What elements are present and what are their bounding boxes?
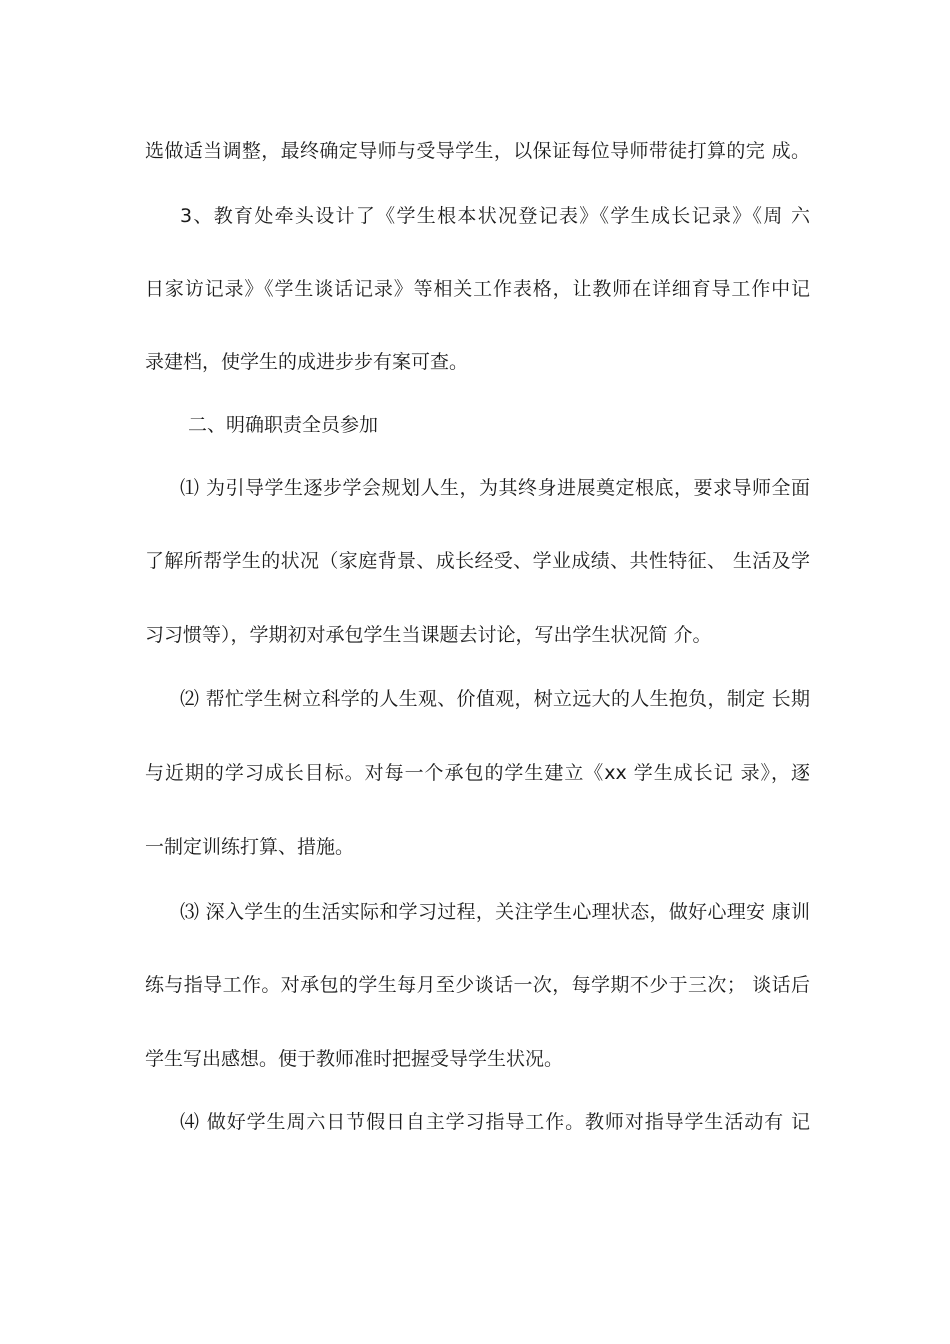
text-line-15: ⑷ 做好学生周六日节假日自主学习指导工作。教师对指导学生活动有 记	[180, 1111, 810, 1133]
text-line-3: 日家访记录》《学生谈话记录》等相关工作表格，让教师在详细育导工作中记	[145, 278, 810, 300]
text-line-14: 学生写出感想。便于教师准时把握受导学生状况。	[145, 1048, 564, 1070]
text-line-11: 一制定训练打算、措施。	[145, 836, 355, 858]
text-line-8: 习习惯等），学期初对承包学生当课题去讨论，写出学生状况简 介。	[145, 624, 712, 646]
text-line-6: ⑴ 为引导学生逐步学会规划人生，为其终身进展奠定根底，要求导师全面	[180, 477, 810, 499]
text-line-2: 3、教育处牵头设计了《学生根本状况登记表》《学生成长记录》《周 六	[180, 205, 810, 227]
section-heading: 二、明确职责全员参加	[188, 414, 379, 436]
text-line-10: 与近期的学习成长目标。对每一个承包的学生建立《xx 学生成长记 录》，逐	[145, 762, 810, 784]
text-line-7: 了解所帮学生的状况（家庭背景、成长经受、学业成绩、共性特征、 生活及学	[145, 550, 810, 572]
text-line-13: 练与指导工作。对承包的学生每月至少谈话一次，每学期不少于三次； 谈话后	[145, 974, 810, 996]
text-line-9: ⑵ 帮忙学生树立科学的人生观、价值观，树立远大的人生抱负，制定 长期	[180, 688, 810, 710]
text-line-4: 录建档，使学生的成进步步有案可查。	[145, 351, 469, 373]
text-line-12: ⑶ 深入学生的生活实际和学习过程，关注学生心理状态，做好心理安 康训	[180, 901, 810, 923]
text-line-1: 选做适当调整，最终确定导师与受导学生，以保证每位导师带徒打算的完 成。	[145, 140, 810, 162]
